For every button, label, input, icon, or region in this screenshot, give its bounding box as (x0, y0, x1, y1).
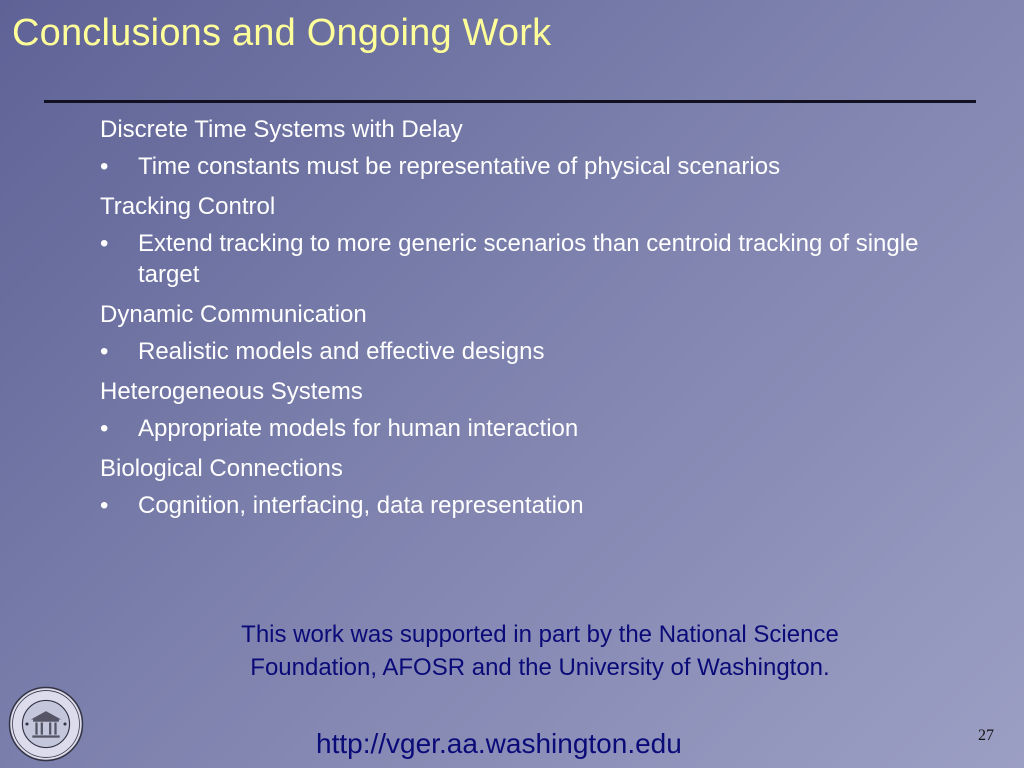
bullet-marker: • (100, 153, 109, 180)
bullet-marker: • (100, 492, 109, 519)
section-heading: Tracking Control (100, 193, 276, 220)
bullet-marker: • (100, 230, 109, 257)
bullet-marker: • (100, 415, 109, 442)
page-number: 27 (978, 727, 994, 744)
section-tracking-control (100, 192, 980, 290)
bullet-text: Appropriate models for human interaction (138, 415, 579, 442)
bullet-item (100, 413, 980, 444)
bullet-text: Cognition, interfacing, data representation (138, 492, 584, 519)
section-heading: Discrete Time Systems with Delay (100, 116, 463, 143)
section-heading: Biological Connections (100, 455, 343, 482)
section-dynamic-communication (100, 300, 980, 367)
bullet-text: Realistic models and effective designs (138, 338, 545, 365)
bullet-text: Time constants must be representative of physical scenarios (138, 153, 781, 180)
website-link[interactable]: http://vger.aa.washington.edu (316, 728, 682, 759)
slide-content (100, 115, 980, 531)
bullet-item (100, 336, 980, 367)
acknowledgement (150, 618, 930, 684)
title-divider (44, 100, 976, 103)
bullet-item (100, 490, 980, 521)
section-discrete-time (100, 115, 980, 182)
section-heading: Heterogeneous Systems (100, 378, 363, 405)
bullet-item (100, 228, 980, 290)
section-biological-connections (100, 454, 980, 521)
bullet-text: Extend tracking to more generic scenarios than centroid tracking of single target (138, 230, 919, 288)
slide-title: Conclusions and Ongoing Work (12, 12, 552, 54)
acknowledgement-line: Foundation, AFOSR and the University of Washington. (250, 654, 830, 681)
bullet-marker: • (100, 338, 109, 365)
section-heterogeneous-systems (100, 377, 980, 444)
bullet-item (100, 151, 980, 182)
acknowledgement-line: This work was supported in part by the National Science (241, 621, 839, 648)
university-seal-icon (8, 686, 84, 762)
section-heading: Dynamic Communication (100, 301, 367, 328)
